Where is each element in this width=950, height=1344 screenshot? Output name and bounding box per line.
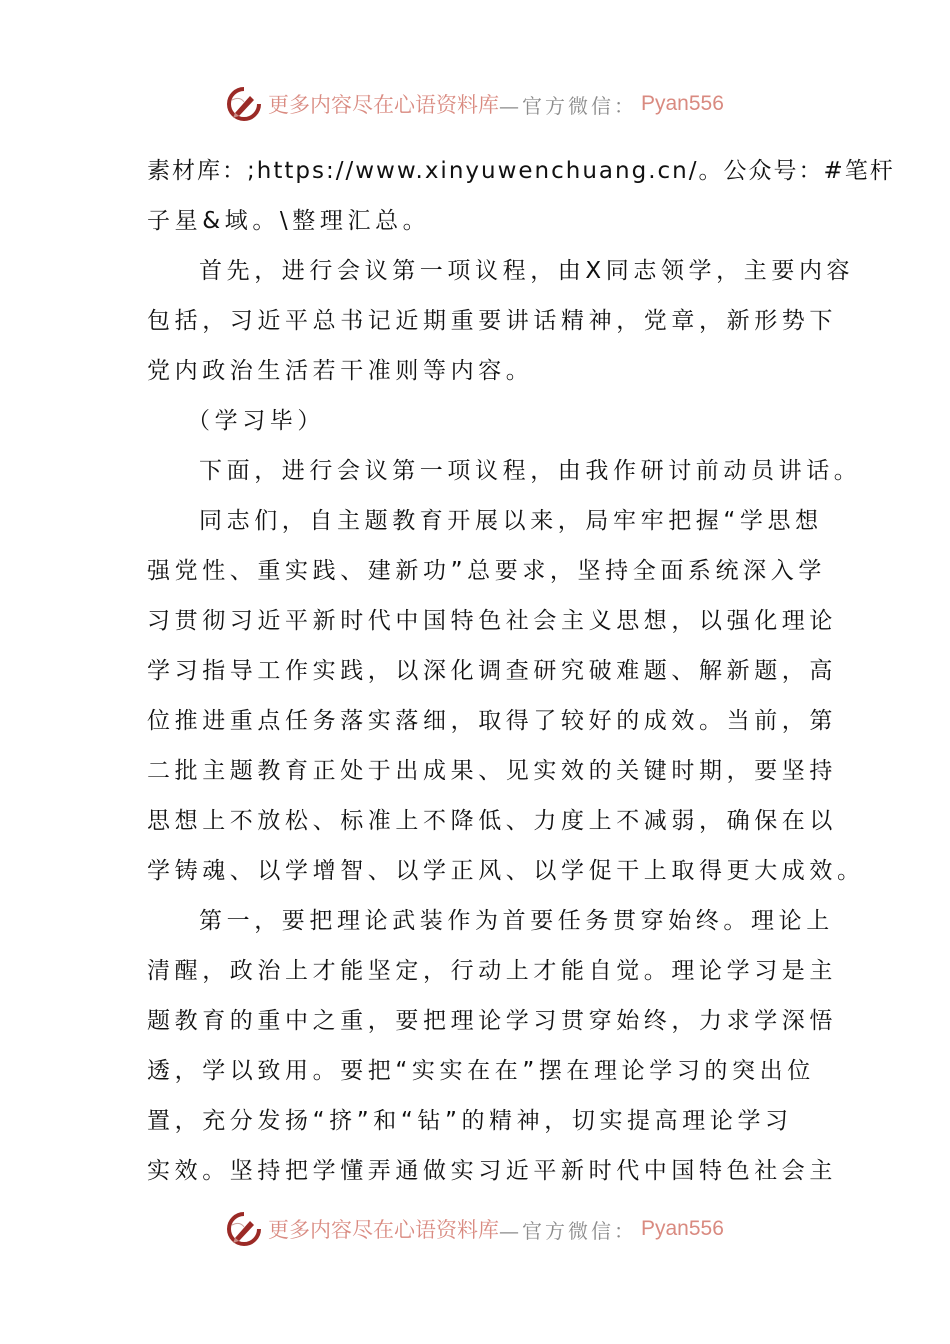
- text-line: 包括，习近平总书记近期重要讲话精神，党章，新形势下: [147, 308, 837, 334]
- paragraph-start-line: 下面，进行会议第一项议程，由我作研讨前动员讲话。: [199, 458, 862, 484]
- pen-in-circle-icon: [226, 86, 262, 122]
- text-line: 置，充分发扬“挤”和“钻”的精神，切实提高理论学习: [147, 1108, 793, 1134]
- paragraph-start-line: （学习毕）: [187, 408, 325, 434]
- text-line: 子星&域。\整理汇总。: [147, 208, 431, 234]
- text-line: 学习指导工作实践，以深化调查研究破难题、解新题，高: [147, 658, 837, 684]
- text-line: 题教育的重中之重，要把理论学习贯穿始终，力求学深悟: [147, 1008, 837, 1034]
- text-line: 清醒，政治上才能坚定，行动上才能自觉。理论学习是主: [147, 958, 837, 984]
- paragraph-start-line: 首先，进行会议第一项议程，由X同志领学，主要内容: [199, 258, 855, 284]
- text-line: 党内政治生活若干准则等内容。: [147, 358, 534, 384]
- document-body: [147, 146, 895, 1196]
- footer-banner: [226, 1209, 724, 1249]
- wechat-label: —官方微信：: [499, 1218, 637, 1243]
- text-line: 学铸魂、以学增智、以学正风、以学促干上取得更大成效。: [147, 858, 865, 884]
- header-banner: [226, 84, 724, 124]
- text-line: 位推进重点任务落实落细，取得了较好的成效。当前，第: [147, 708, 837, 734]
- text-line: 思想上不放松、标准上不降低、力度上不减弱，确保在以: [147, 808, 837, 834]
- text-line: 强党性、重实践、建新功”总要求，坚持全面系统深入学: [147, 558, 826, 584]
- text-line: 素材库：;https://www.xinyuwenchuang.cn/。公众号：#笔杆: [147, 158, 895, 184]
- wechat-id: Pyan556: [641, 92, 724, 115]
- site-name-text: 更多内容尽在心语资料库: [268, 93, 499, 117]
- paragraph-start-line: 第一，要把理论武装作为首要任务贯穿始终。理论上: [199, 908, 834, 934]
- paragraph-start-line: 同志们，自主题教育开展以来，局牢牢把握“学思想: [199, 508, 823, 534]
- text-line: 透，学以致用。要把“实实在在”摆在理论学习的突出位: [147, 1058, 815, 1084]
- wechat-id: Pyan556: [641, 1217, 724, 1240]
- text-line: 二批主题教育正处于出成果、见实效的关键时期，要坚持: [147, 758, 837, 784]
- pen-in-circle-icon: [226, 1211, 262, 1247]
- text-line: 习贯彻习近平新时代中国特色社会主义思想，以强化理论: [147, 608, 837, 634]
- site-name-text: 更多内容尽在心语资料库: [268, 1218, 499, 1242]
- wechat-label: —官方微信：: [499, 93, 637, 118]
- text-line: 实效。坚持把学懂弄通做实习近平新时代中国特色社会主: [147, 1158, 837, 1184]
